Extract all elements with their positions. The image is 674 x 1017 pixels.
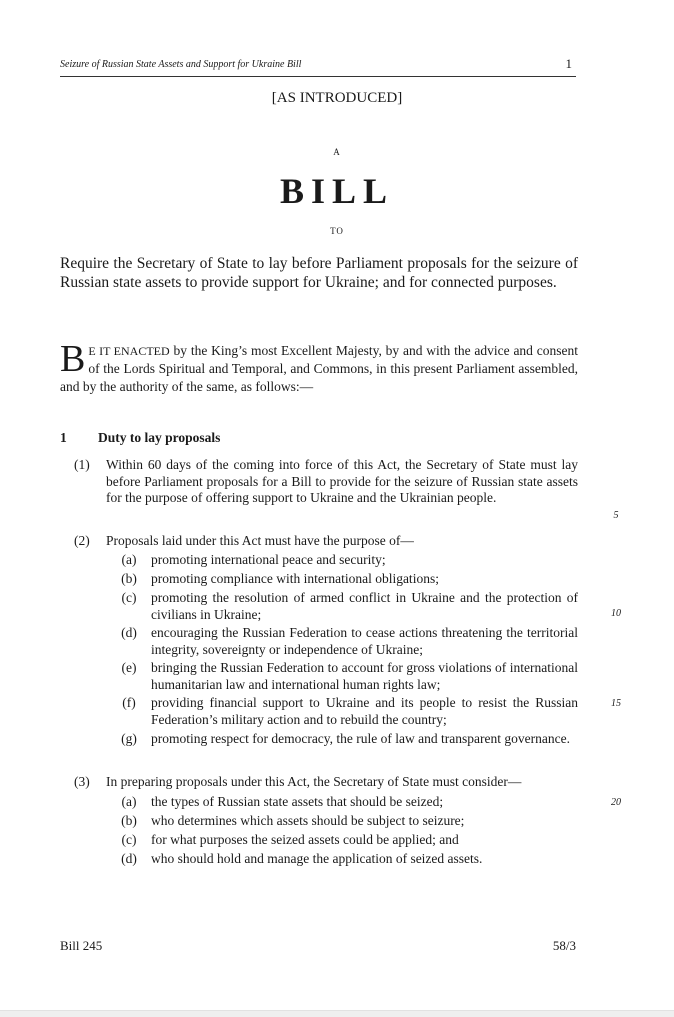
paragraph-3d xyxy=(60,851,578,868)
footer-reference: 58/3 xyxy=(552,938,576,953)
paragraph-number: (a) xyxy=(121,552,137,567)
subsection-number: (2) xyxy=(74,533,90,548)
enacting-formula xyxy=(60,338,578,396)
line-number: 5 xyxy=(613,510,619,521)
clause-title: Duty to lay proposals xyxy=(98,430,221,445)
page-number: 1 xyxy=(565,56,572,71)
paragraph-number: (b) xyxy=(121,571,137,586)
paragraph-number: (d) xyxy=(121,851,137,866)
paragraph-text: promoting international peace and security; xyxy=(151,552,386,567)
line-number: 10 xyxy=(611,608,621,619)
paragraph-text: the types of Russian state assets that should be seized; xyxy=(151,794,444,809)
paragraph-text: for what purposes the seized assets could be applied; and xyxy=(151,832,459,847)
line-number: 15 xyxy=(611,698,621,709)
paragraph-2e xyxy=(60,660,578,693)
paragraph-3b xyxy=(60,813,578,830)
paragraph-2d xyxy=(60,625,578,658)
paragraph-3a xyxy=(60,794,578,811)
paragraph-number: (c) xyxy=(121,832,137,847)
subsection-number: (3) xyxy=(74,774,90,789)
subsection-text: Within 60 days of the coming into force of this Act, the Secretary of State must lay before Parliament proposals for a Bill to provide for the seizure of Russian state assets for the purpose of offering support to Ukraine and the Ukrainian people. xyxy=(106,457,578,505)
paragraph-text: who should hold and manage the application of seized assets. xyxy=(151,851,483,866)
paragraph-2g xyxy=(60,731,578,748)
footer-bill-number: Bill 245 xyxy=(60,938,103,953)
paragraph-number: (b) xyxy=(121,813,137,828)
paragraph-3c xyxy=(60,832,578,849)
paragraph-2c xyxy=(60,590,578,623)
paragraph-text: who determines which assets should be subject to seizure; xyxy=(151,813,465,828)
subsection-text: In preparing proposals under this Act, the Secretary of State must consider— xyxy=(106,774,522,789)
paragraph-number: (f) xyxy=(122,695,136,710)
bill-heading: BILL xyxy=(279,171,395,211)
to-label: TO xyxy=(330,226,344,236)
enacting-text: by the King’s most Excellent Majesty, by and with the advice and consent of the Lords Spiritual and Temporal, and Commons, in this present Parliament assembled, and by the authority of the same, as follows:— xyxy=(60,343,578,394)
enacting-dropcap: B xyxy=(60,338,86,380)
clause-number: 1 xyxy=(60,430,67,445)
subsection-1 xyxy=(60,457,578,507)
subsection-2 xyxy=(60,533,578,550)
as-introduced-label: [AS INTRODUCED] xyxy=(271,90,403,106)
paragraph-text: promoting compliance with international obligations; xyxy=(151,571,439,586)
enacting-smallcaps: E IT ENACTED xyxy=(88,344,170,358)
paragraph-text: promoting the resolution of armed conflict in Ukraine and the protection of civilians in Ukraine; xyxy=(151,590,578,622)
paragraph-number: (e) xyxy=(121,660,137,675)
paragraph-text: promoting respect for democracy, the rule of law and transparent governance. xyxy=(151,731,570,746)
paragraph-text: bringing the Russian Federation to account for gross violations of international humanitarian law and international human rights law; xyxy=(151,660,578,692)
paragraph-number: (c) xyxy=(121,590,137,605)
paragraph-2a xyxy=(60,552,578,569)
subsection-text: Proposals laid under this Act must have the purpose of— xyxy=(106,533,414,548)
paragraph-number: (d) xyxy=(121,625,137,640)
subsection-number: (1) xyxy=(74,457,90,472)
running-head xyxy=(60,58,576,77)
running-head-title: Seizure of Russian State Assets and Support for Ukraine Bill xyxy=(60,59,302,70)
paragraph-number: (g) xyxy=(121,731,137,746)
paragraph-2f xyxy=(60,695,578,728)
a-label: A xyxy=(333,147,341,157)
paragraph-text: encouraging the Russian Federation to cease actions threatening the territorial integrity, sovereignty or independence of Ukraine; xyxy=(151,625,578,657)
subsection-3 xyxy=(60,774,578,791)
line-number: 20 xyxy=(611,797,621,808)
paragraph-2b xyxy=(60,571,578,588)
long-title: Require the Secretary of State to lay before Parliament proposals for the seizure of Russian state assets to provide support for Ukraine; and for connected purposes. xyxy=(60,255,578,291)
paragraph-number: (a) xyxy=(121,794,137,809)
paragraph-text: providing financial support to Ukraine and its people to resist the Russian Federation’s military action and to rebuild the country; xyxy=(151,695,578,727)
page-bottom-edge xyxy=(0,1010,674,1017)
